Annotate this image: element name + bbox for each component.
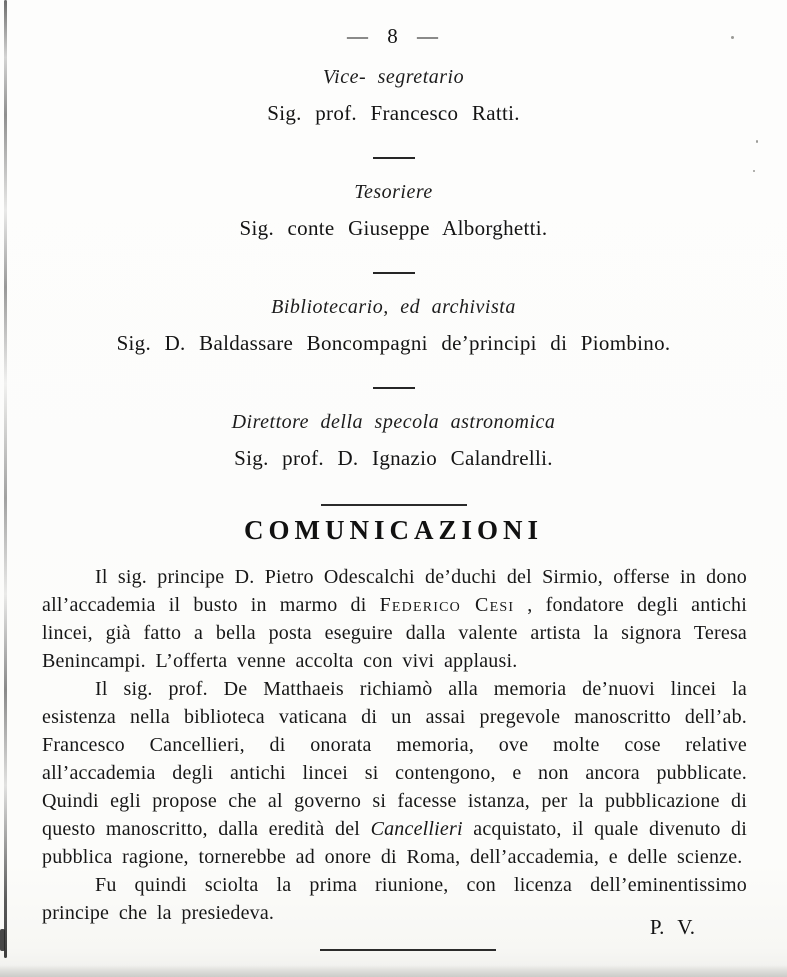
- body-text: [42, 563, 747, 927]
- paragraph-1: [42, 563, 747, 675]
- footer-rule: [320, 949, 496, 951]
- scan-edge-left: [4, 0, 7, 958]
- paragraph-2-text: acquistato, il quale divenuto di pubblica ragione, tornerebbe ad onore di Roma, dell’accademia, e delle scienze.: [42, 818, 748, 868]
- section-person-calandrelli: Sig. prof. D. Ignazio Calandrelli.: [234, 446, 553, 470]
- heading-comunicazioni: COMUNICAZIONI: [243, 515, 543, 545]
- section-title-vice-segretario: Vice- segretario: [322, 66, 465, 88]
- signature-initials: P. V.: [649, 915, 695, 939]
- scan-edge-bottom: [0, 965, 787, 977]
- section-divider: [373, 387, 415, 389]
- section-title-bibliotecario: Bibliotecario, ed archivista: [271, 296, 516, 318]
- name-federico-cesi: Federico Cesi: [379, 594, 515, 616]
- section-person-ratti: Sig. prof. Francesco Ratti.: [267, 101, 520, 125]
- paragraph-1-text: Il sig. principe D. Pietro Odescalchi de’duchi del Sirmio, offerse in dono all’accademia il busto in marmo di: [42, 566, 747, 616]
- paragraph-2: [42, 675, 747, 871]
- section-divider: [373, 157, 415, 159]
- scan-corner-blot: [0, 929, 5, 951]
- name-cancellieri-italic: Cancellieri: [370, 818, 463, 840]
- section-title-tesoriere: Tesoriere: [354, 181, 433, 203]
- scan-speck: [756, 140, 758, 143]
- page-number: — 8 —: [347, 24, 440, 48]
- section-title-direttore-specola: Direttore della specola astronomica: [231, 411, 556, 433]
- heading-rule: [321, 504, 467, 506]
- paragraph-3: Fu quindi sciolta la prima riunione, con licenza dell’eminentissimo principe che la presiedeva.: [42, 874, 747, 924]
- scan-speck: [731, 36, 734, 39]
- section-person-alborghetti: Sig. conte Giuseppe Alborghetti.: [239, 216, 548, 240]
- paragraph-2-text: Il sig. prof. De Matthaeis richiamò alla memoria de’nuovi lincei la esistenza nella biblioteca vaticana di un assai pregevole manoscritto dell’ab. Francesco Cancellieri, di onorata memoria, ove molte cose relative all’accademia degli antichi lincei si contengono, e non ancora pubblicate. Quindi egli propose che al governo si facesse istanza, per la pubblicazione di questo manoscritto, dalla eredità del: [42, 678, 747, 840]
- paragraph-1-text: , fondatore degli antichi lincei, già fatto a bella posta eseguire dalla valente artista la signora Teresa Benincampi. L’offerta venne accolta con vivi applausi.: [42, 594, 747, 672]
- section-divider: [373, 272, 415, 274]
- scan-speck: [753, 170, 755, 172]
- section-person-boncompagni: Sig. D. Baldassare Boncompagni de’principi di Piombino.: [116, 331, 671, 355]
